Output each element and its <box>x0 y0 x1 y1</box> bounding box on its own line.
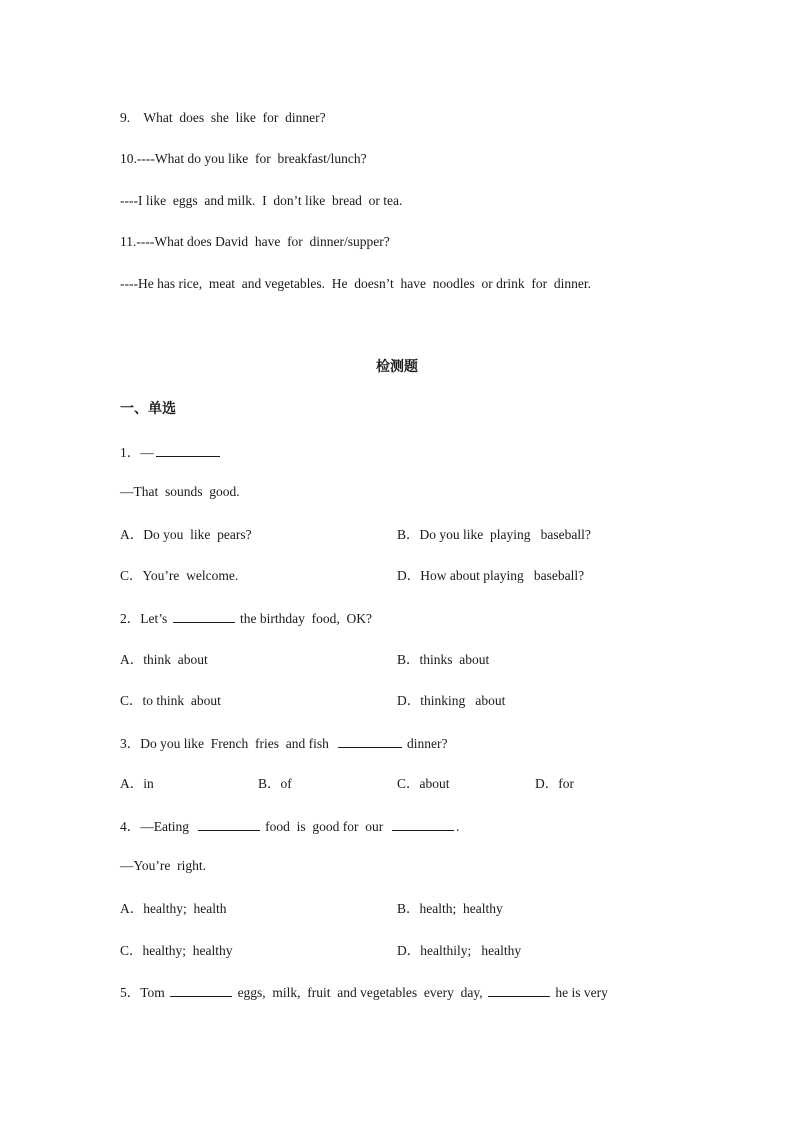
question-1-reply: —That sounds good. <box>120 484 240 499</box>
answer-10-response: ----I like eggs and milk. I don’t like bread or tea. <box>120 193 403 208</box>
section-heading: 一、单选 <box>120 401 176 417</box>
question-2-option-a[interactable]: A．think about <box>120 652 208 667</box>
question-3-prefix: 3．Do you like French fries and fish <box>120 736 336 751</box>
question-3-option-c[interactable]: C．about <box>397 776 450 791</box>
question-1-prefix: 1．— <box>120 445 154 460</box>
answer-9: 9. What does she like for dinner? <box>120 110 326 125</box>
question-5-stem <box>120 983 608 1002</box>
question-5-middle: eggs, milk, fruit and vegetables every day, <box>234 985 486 1000</box>
question-3-option-a[interactable]: A．in <box>120 776 154 791</box>
question-5-prefix: 5．Tom <box>120 985 169 1000</box>
answer-10-question: 10.----What do you like for breakfast/lunch? <box>120 151 367 166</box>
answer-blank <box>156 443 220 457</box>
question-4-reply: —You’re right. <box>120 858 207 873</box>
question-1-option-c[interactable]: C．You’re welcome. <box>120 568 239 583</box>
question-3-suffix: dinner? <box>403 736 448 751</box>
question-1-stem <box>120 443 222 462</box>
question-4-option-c[interactable]: C．healthy; healthy <box>120 943 233 958</box>
answer-11-response: ----He has rice, meat and vegetables. He doesn’t have noodles or drink for dinner. <box>120 276 591 291</box>
answer-11-question: 11.----What does David have for dinner/supper? <box>120 234 390 249</box>
test-title: 检测题 <box>376 359 418 375</box>
question-3-option-d[interactable]: D．for <box>535 776 574 791</box>
question-4-stem <box>120 817 459 836</box>
answer-blank <box>338 734 402 748</box>
question-4-option-d[interactable]: D．healthily; healthy <box>397 943 522 958</box>
question-1-option-d[interactable]: D．How about playing baseball? <box>397 568 585 583</box>
question-1-option-a[interactable]: A．Do you like pears? <box>120 527 252 542</box>
answer-blank <box>488 983 550 997</box>
question-2-suffix: the birthday food, OK? <box>236 611 372 626</box>
question-4-option-b[interactable]: B．health; healthy <box>397 901 503 916</box>
question-2-option-b[interactable]: B．thinks about <box>397 652 490 667</box>
question-2-option-c[interactable]: C．to think about <box>120 693 221 708</box>
question-2-prefix: 2．Let’s <box>120 611 171 626</box>
question-2-option-d[interactable]: D．thinking about <box>397 693 506 708</box>
question-1-option-b[interactable]: B．Do you like playing baseball? <box>397 527 591 542</box>
question-5-suffix: he is very <box>552 985 608 1000</box>
question-4-option-a[interactable]: A．healthy; health <box>120 901 227 916</box>
answer-blank <box>392 817 454 831</box>
answer-blank <box>198 817 260 831</box>
question-4-prefix: 4．—Eating <box>120 819 196 834</box>
answer-blank <box>170 983 232 997</box>
question-3-stem <box>120 734 447 753</box>
answer-blank <box>173 609 235 623</box>
question-2-stem <box>120 609 372 628</box>
question-4-suffix: . <box>456 819 460 834</box>
question-3-option-b[interactable]: B．of <box>258 776 292 791</box>
question-4-middle: food is good for our <box>261 819 390 834</box>
